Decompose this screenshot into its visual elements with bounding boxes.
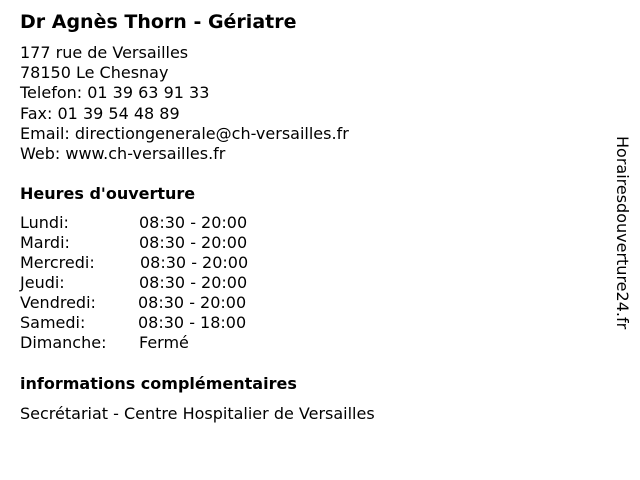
email-address: directiongenerale@ch-versailles.fr (74, 123, 349, 143)
hours-row-friday (20, 293, 320, 313)
phone-line (20, 83, 349, 103)
day-label: Samedi: (20, 313, 86, 332)
time-range: 08:30 - 20:00 (139, 273, 248, 292)
contact-block (20, 43, 349, 164)
opening-hours-list (20, 213, 320, 353)
time-range: Fermé (139, 333, 189, 352)
day-label: Vendredi: (20, 293, 96, 312)
time-range: 08:30 - 20:00 (139, 233, 248, 252)
time-range: 08:30 - 18:00 (138, 313, 247, 332)
day-label: Jeudi: (20, 273, 65, 292)
city-address: 78150 Le Chesnay (20, 63, 169, 83)
hours-row-thursday (20, 273, 320, 293)
email-line (20, 124, 349, 144)
hours-row-monday (20, 213, 320, 233)
day-label: Mercredi: (20, 253, 95, 272)
info-heading: informations complémentaires (20, 374, 297, 393)
fax-line (20, 104, 349, 124)
hours-row-tuesday (20, 233, 320, 253)
web-address: www.ch-versailles.fr (65, 143, 226, 163)
watermark-text: Horairesdouverture24.fr (613, 136, 632, 330)
web-line (20, 144, 349, 164)
info-text: Secrétariat - Centre Hospitalier de Versailles (20, 404, 375, 423)
web-label: Web: (20, 143, 61, 163)
day-label: Dimanche: (20, 333, 107, 352)
time-range: 08:30 - 20:00 (139, 213, 248, 232)
page-title: Dr Agnès Thorn - Gériatre (20, 11, 297, 33)
hours-row-sunday (20, 333, 320, 353)
time-range: 08:30 - 20:00 (138, 293, 247, 312)
time-range: 08:30 - 20:00 (140, 253, 249, 272)
hours-heading: Heures d'ouverture (20, 184, 196, 203)
fax-number: 01 39 54 48 89 (57, 103, 180, 123)
day-label: Mardi: (20, 233, 70, 252)
site-watermark (612, 136, 632, 372)
fax-label: Fax: (20, 103, 53, 123)
email-label: Email: (20, 123, 70, 143)
street-address: 177 rue de Versailles (20, 43, 189, 62)
phone-label: Telefon: (20, 83, 83, 103)
day-label: Lundi: (20, 213, 69, 232)
phone-number: 01 39 63 91 33 (87, 83, 210, 103)
hours-row-saturday (20, 313, 320, 333)
hours-row-wednesday (20, 253, 320, 273)
